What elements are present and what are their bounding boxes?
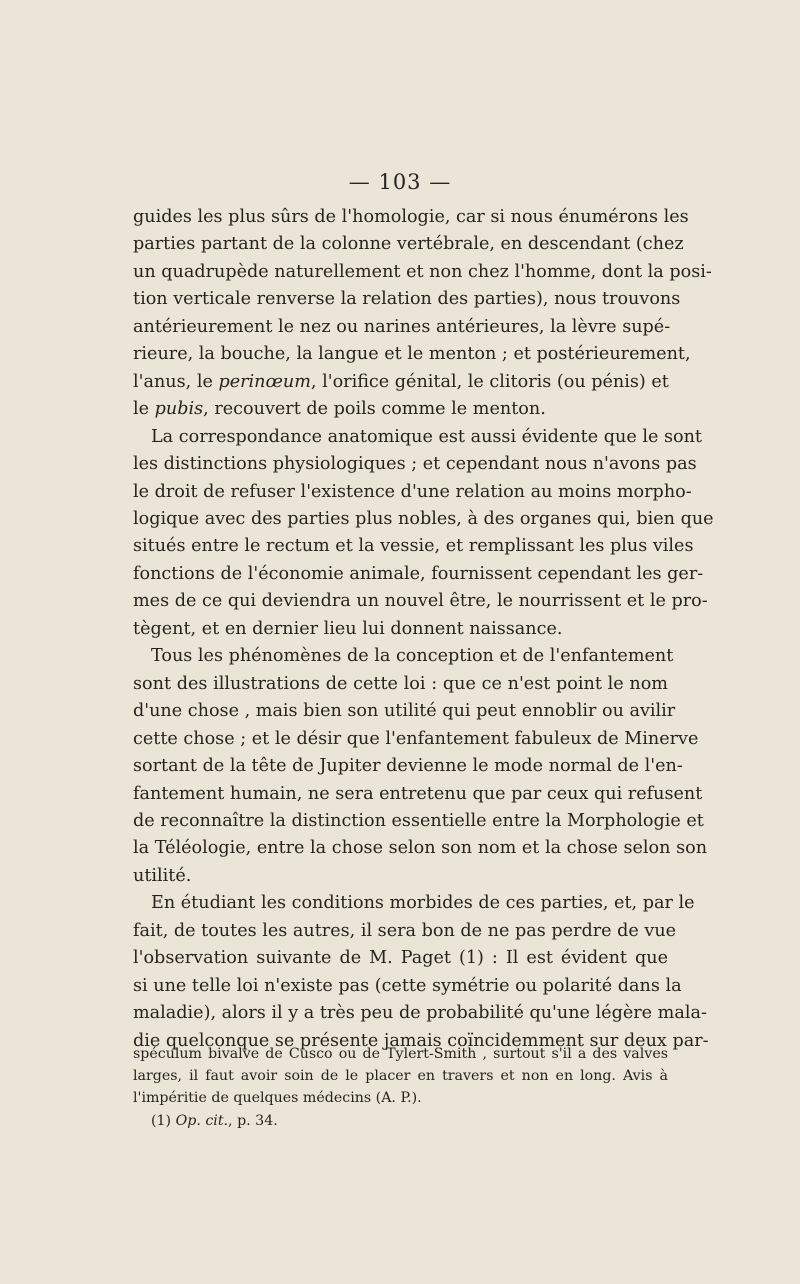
text-line: la Téléologie, entre la chose selon son nom et la chose selon son — [133, 838, 708, 859]
text-line: die quelconque se présente jamais coïncidemment sur deux par- — [133, 1030, 709, 1051]
text-segment: (1) — [151, 1112, 176, 1129]
text-line: cette chose ; et le désir que l'enfantement fabuleux de Minerve — [133, 728, 699, 749]
text-line: guides les plus sûrs de l'homologie, car si nous énumérons les — [133, 207, 689, 227]
text-segment: l'anus, le — [133, 371, 219, 392]
text-line: En étudiant les conditions morbides de ces parties, et, par le — [151, 893, 695, 914]
text-line: d'une chose , mais bien son utilité qui peut ennoblir ou avilir — [133, 701, 676, 722]
text-line: si une telle loi n'existe pas (cette symétrie ou polarité dans la — [133, 975, 682, 996]
text-segment: le — [133, 399, 155, 420]
italic-term: perinœum — [218, 371, 311, 392]
text-line: le droit de refuser l'existence d'une relation au moins morpho- — [133, 481, 692, 502]
text-line: fonctions de l'économie animale, fournissent cependant les ger- — [133, 563, 704, 584]
footnotes — [133, 1043, 668, 1132]
italic-term: Op. cit. — [175, 1112, 229, 1129]
text-line: situés entre le rectum et la vessie, et remplissant les plus viles — [133, 536, 694, 557]
text-line — [133, 369, 668, 396]
text-line: Tous les phénomènes de la conception et de l'enfantement — [151, 646, 674, 667]
footnote-line: larges, il faut avoir soin de le placer en travers et non en long. Avis à — [133, 1068, 668, 1085]
text-line: tègent, et en dernier lieu lui donnent naissance. — [133, 618, 563, 639]
text-line: les distinctions physiologiques ; et cependant nous n'avons pas — [133, 454, 697, 475]
text-line: fait, de toutes les autres, il sera bon de ne pas perdre de vue — [133, 920, 677, 941]
text-line: La correspondance anatomique est aussi évidente que le sont — [151, 426, 702, 447]
text-line: utilité. — [133, 865, 192, 886]
text-segment: , p. 34. — [228, 1112, 278, 1129]
text-line: de reconnaître la distinction essentielle entre la Morphologie et — [133, 810, 704, 831]
main-text — [133, 204, 714, 1055]
footnote-line: l'impéritie de quelques médecins (A. P.). — [133, 1090, 422, 1107]
footnote-line: spéculum bivalve de Cusco ou de Tylert-Smith , surtout s'il a des valves — [133, 1046, 668, 1062]
text-line: tion verticale renverse la relation des parties), nous trouvons — [133, 289, 681, 310]
page-number: — 103 — — [348, 170, 452, 194]
text-line: mes de ce qui deviendra un nouvel être, le nourrissent et le pro- — [133, 591, 708, 612]
footnote-line — [133, 1110, 668, 1132]
text-line: maladie), alors il y a très peu de probabilité qu'une légère mala- — [133, 1003, 707, 1024]
text-line: parties partant de la colonne vertébrale, en descendant (chez — [133, 234, 684, 255]
text-line: l'observation suivante de M. Paget (1) : Il est évident que — [133, 948, 668, 969]
text-line: sortant de la tête de Jupiter devienne le mode normal de l'en- — [133, 756, 683, 777]
text-line: rieure, la bouche, la langue et le menton ; et postérieurement, — [133, 344, 691, 365]
text-line: antérieurement le nez ou narines antérieures, la lèvre supé- — [133, 316, 671, 337]
text-segment: , recouvert de poils comme le menton. — [203, 399, 546, 420]
text-line: logique avec des parties plus nobles, à des organes qui, bien que — [133, 508, 714, 529]
italic-term: pubis — [154, 399, 204, 420]
text-line — [133, 396, 668, 423]
text-line: fantement humain, ne sera entretenu que par ceux qui refusent — [133, 783, 703, 804]
text-line: un quadrupède naturellement et non chez l'homme, dont la posi- — [133, 261, 712, 282]
text-line: sont des illustrations de cette loi : que ce n'est point le nom — [133, 673, 668, 694]
text-segment: , l'orifice génital, le clitoris (ou pénis) et — [310, 371, 669, 392]
